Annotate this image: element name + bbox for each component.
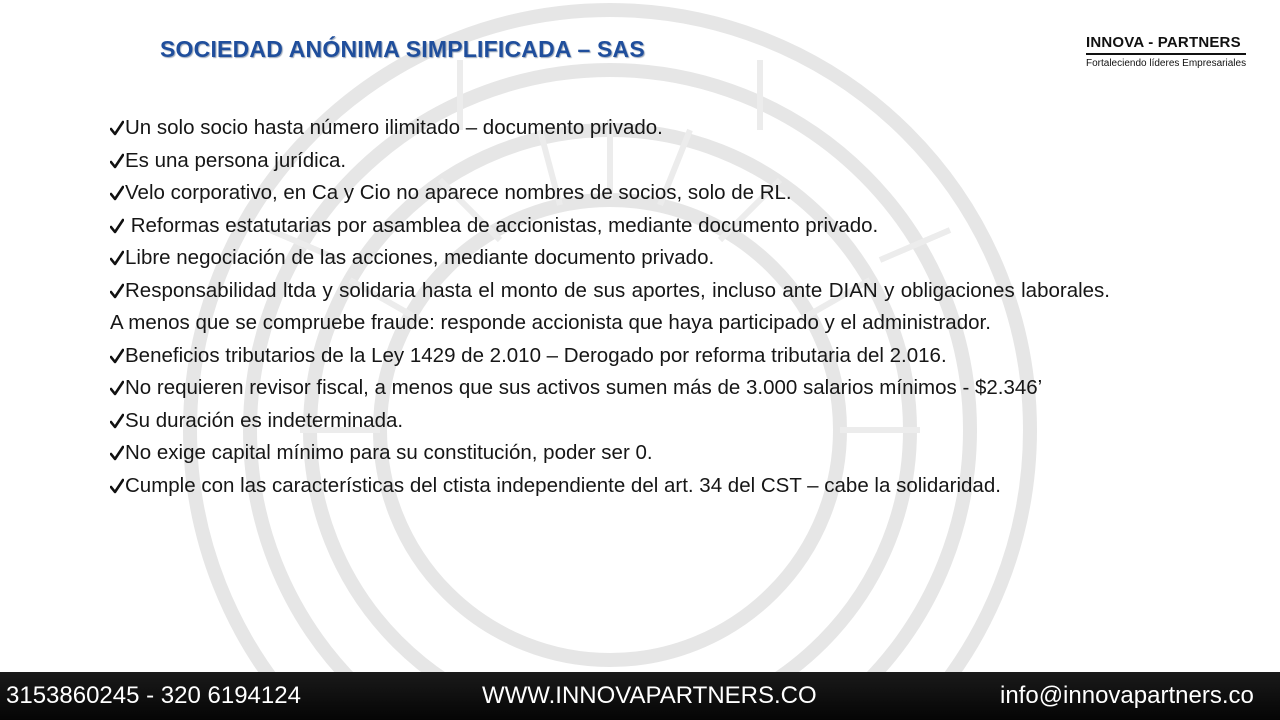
list-item-text: Beneficios tributarios de la Ley 1429 de 2.010 – Derogado por reforma tributaria del 2.016. (125, 343, 947, 367)
company-logo (1086, 34, 1256, 69)
footer-email-link[interactable]: info@innovapartners.co (1000, 682, 1254, 709)
list-item-text: No exige capital mínimo para su constitución, poder ser 0. (125, 441, 653, 464)
list-item-text: Cumple con las características del ctista independiente del art. 34 del CST – cabe la solidaridad. (125, 473, 1001, 497)
list-item (110, 145, 1110, 178)
list-item (110, 405, 1110, 438)
checkmark-icon (110, 153, 124, 169)
list-item (110, 210, 1110, 243)
checkmark-icon (110, 445, 124, 461)
checkmark-icon (110, 348, 124, 364)
checkmark-icon (110, 120, 124, 136)
list-item (110, 437, 1110, 470)
checkmark-icon (110, 250, 124, 266)
checkmark-icon (110, 478, 124, 494)
logo-tagline: Fortaleciendo líderes Empresariales (1086, 58, 1247, 69)
list-item (110, 112, 1110, 145)
checkmark-icon (110, 185, 124, 201)
list-item-text: Velo corporativo, en Ca y Cio no aparece nombres de socios, solo de RL. (125, 181, 792, 204)
list-item-text: Un solo socio hasta número ilimitado – documento privado. (125, 116, 663, 139)
list-item-text: Es una persona jurídica. (125, 148, 347, 172)
checkmark-icon (110, 413, 124, 429)
list-item-text: Su duración es indeterminada. (125, 408, 404, 432)
list-item-text: Libre negociación de las acciones, mediante documento privado. (125, 246, 715, 269)
list-item-text: No requieren revisor fiscal, a menos que sus activos sumen más de 3.000 salarios mínimos - $2.346’ (125, 376, 1043, 399)
footer-phone: 3153860245 - 320 6194124 (6, 682, 301, 709)
footer-website-link[interactable]: WWW.INNOVAPARTNERS.CO (482, 682, 817, 709)
list-item (110, 242, 1110, 275)
footer-bar (0, 672, 1280, 720)
bullet-list (110, 112, 1110, 502)
checkmark-icon (110, 380, 124, 396)
page-title: SOCIEDAD ANÓNIMA SIMPLIFICADA – SAS (160, 36, 645, 62)
checkmark-icon (110, 283, 124, 299)
list-item-text: Responsabilidad ltda y solidaria hasta el monto de sus aportes, incluso ante DIAN y obligaciones laborales. A menos que se compruebe fraude: responde accionista que haya participado y el administrador. (110, 278, 1110, 334)
list-item (110, 340, 1110, 373)
list-item (110, 177, 1110, 210)
list-item-text: Reformas estatutarias por asamblea de accionistas, mediante documento privado. (125, 213, 879, 237)
logo-name: INNOVA - PARTNERS (1086, 34, 1241, 51)
list-item (110, 372, 1110, 405)
list-item (110, 275, 1110, 340)
logo-divider (1086, 53, 1246, 55)
list-item (110, 470, 1110, 503)
checkmark-icon (110, 218, 124, 234)
